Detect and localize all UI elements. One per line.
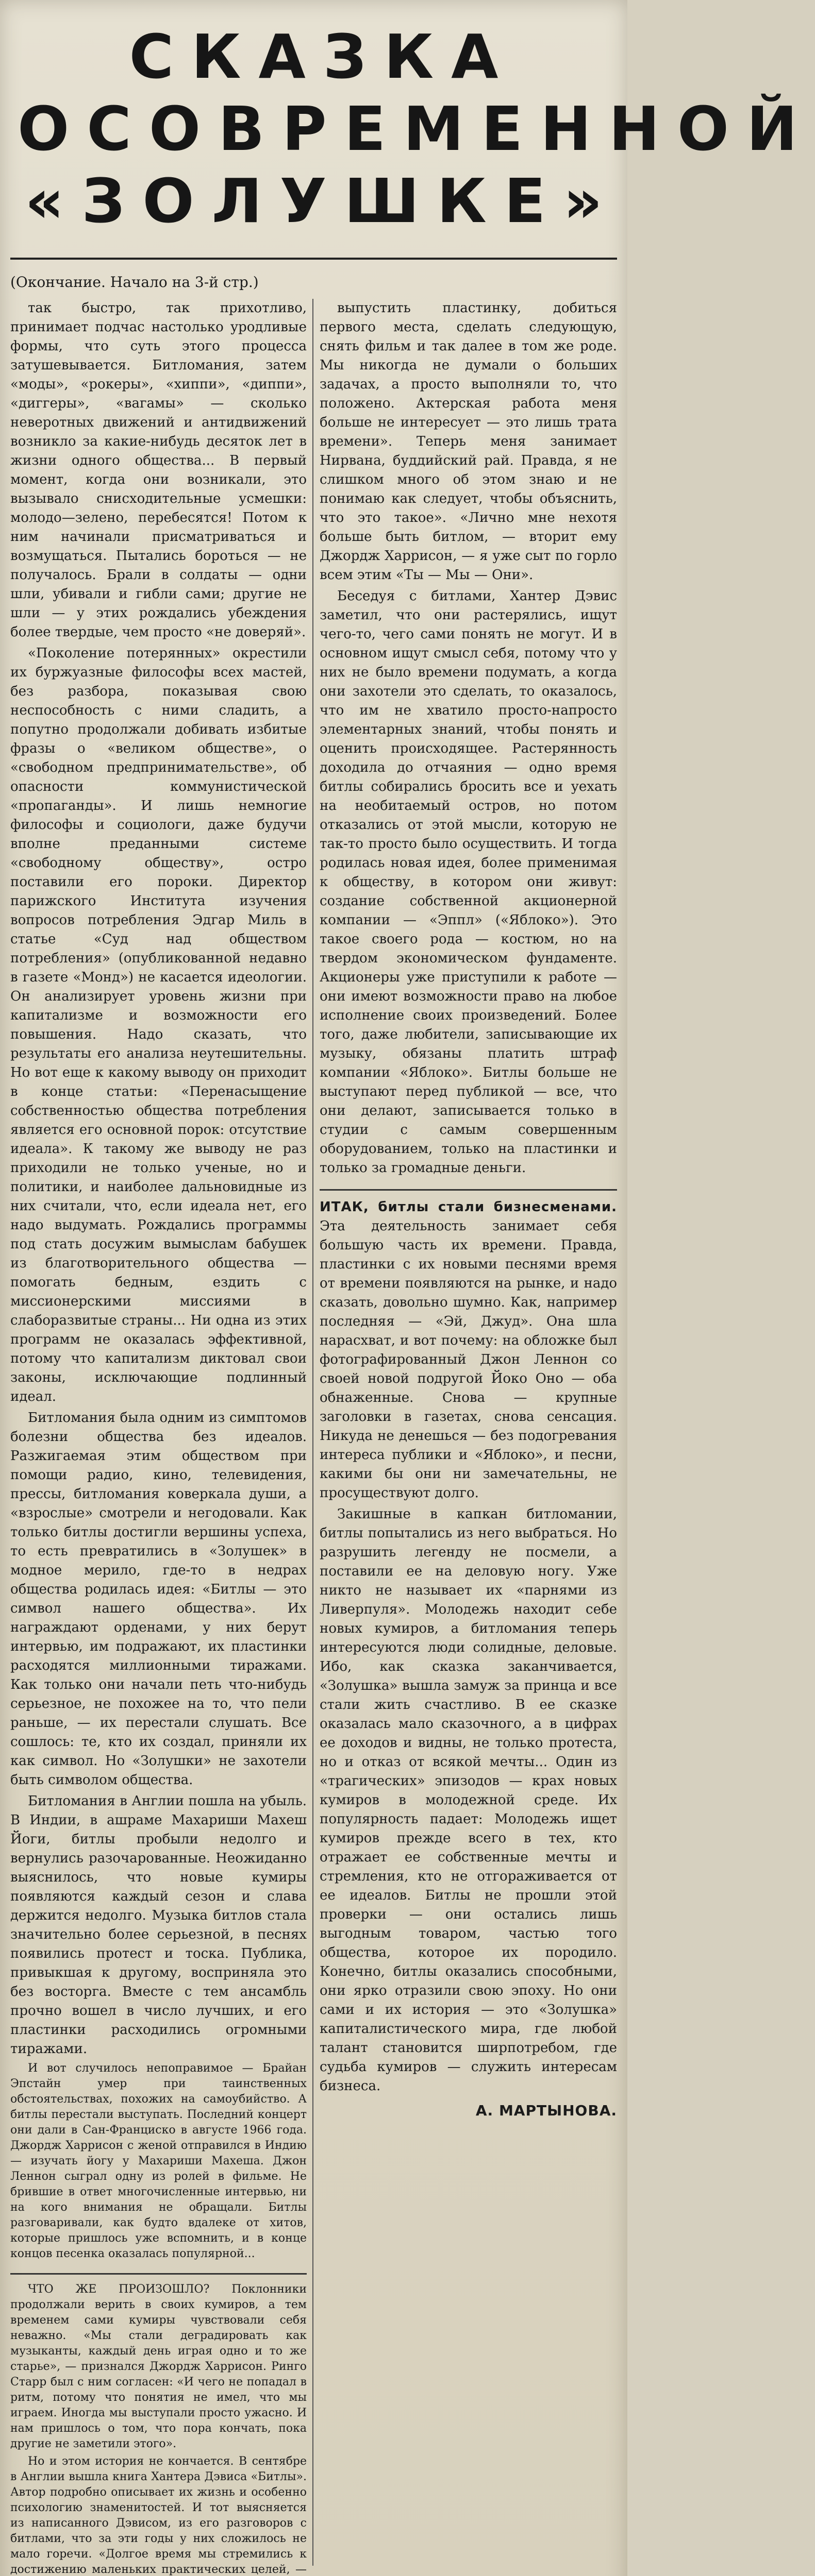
left-column	[10, 299, 307, 2576]
right-section-lead	[320, 1198, 617, 1503]
right-section-lead-text: Эта деятельность занимает себя большую часть их времени. Правда, пластинки с их новыми песнями время от времени появляются на рынке, и надо сказать, довольно шумно. Как, например последняя — «Эй, Джуд». Она шла нарасхват, и вот почему: на обложке был фотографированный Джон Леннон со своей новой подругой Йоко Оно — оба обнаженные. Снова — крупные заголовки в газетах, снова сенсация. Никуда не денешься — без подогревания интереса публики и «Яблоко», и песни, какими бы они ни замечательны, не просуществуют долго.	[320, 1218, 617, 1501]
left-section-story-continues: Но и этом история не кончается. В сентябре в Англии вышла книга Хантера Дэвиса «Битлы». Автор подробно описывает их жизнь и особенно психологию знаменитостей. И тот выясняется из написанного Дэвисом, из его разговоров с битлами, что за эти годы у них сложилось не мало горечи. «Долгое время мы стремились к достижению маленьких практических целей, —	[10, 2455, 307, 2576]
section-rule	[10, 2273, 307, 2275]
left-paragraph-3: Битломания была одним из симптомов болезни общества без идеалов. Разжигаемая этим обществом при помощи радио, кино, телевидения, прессы, битломания коверкала души, а «взрослые» смотрели и негодовали. Как только битлы достигли вершины успеха, то есть превратились в «Золушек» в модное мерило, где-то в недрах общества родилась идея: «Битлы — это символ нашего общества». Их награждают орденами, у них берут интервью, им подражают, их пластинки расходятся миллионными тиражами. Как только они начали петь что-нибудь серьезное, не похожее на то, что пели раньше, — их перестали слушать. Все сошлось: те, кто их создал, приняли их как символ. Но «Золушки» не захотели быть символом общества.	[10, 1410, 307, 1788]
left-paragraph-4: Битломания в Англии пошла на убыль. В Индии, в ашраме Махариши Махеш Йоги, битлы пробыли недолго и вернулись разочарованные. Неожиданно выяснилось, что новые кумиры появляются каждый сезон и слава держится недолго. Музыка битлов стала значительно более серьезной, в песнях появились протест и тоска. Публика, привыкшая к другому, восприняла это без восторга. Вместе с тем ансамбль прочно вошел в число лучших, и его пластинки расходились огромными тиражами.	[10, 1793, 307, 2057]
headline-line-3: «ЗОЛУШКЕ»	[25, 165, 620, 236]
left-paragraph-1: так быстро, так прихотливо, принимает подчас настолько уродливые формы, что суть этого процесса затушевывается. Битломания, затем «моды», «рокеры», «хиппи», «диппи», «диггеры», «вагамы» — сколько неверотных движений и антидвижений возникло за какие-нибудь десяток лет в жизни одного общества... В первый момент, когда они возникали, это вызывало снисходительные усмешки: молодо—зелено, перебесятся! Потом к ним начинали присматриваться и возмущаться. Пытались бороться — не получалось. Брали в солдаты — одни шли, убивали и гибли сами; другие не шли — у этих рождались убеждения более твердые, чем просто «не доверяй».	[10, 300, 307, 640]
article-author: А. МАРТЫНОВА.	[475, 2102, 617, 2119]
right-paragraph-2: Беседуя с битлами, Хантер Дэвис заметил, что они растерялись, ищут чего-то, чего сами понять не могут. И в основном ищут смысл себя, потому что у них не было времени подумать, а когда они захотели это сделать, то оказалось, что им не хватило просто-напросто элементарных знаний, чтобы понять и оценить происходящее. Растерянность доходила до отчаяния — одно время битлы собирались бросить все и уехать на необитаемый остров, но потом отказались от этой мысли, которую не так-то просто было осуществить. И тогда родилась новая идея, более применимая к обществу, в котором они живут: создание собственной акционерной компании — «Эппл» («Яблоко»). Это такое своего рода — костюм, но на твердом экономическом фундаменте. Акционеры уже приступили к работе — они имеют возможности право на любое исполнение своих произведений. Более того, даже любители, записывающие их музыку, обязаны платить штраф компании «Яблоко». Битлы больше не выступают перед публикой — все, что они делают, записывается только в студии с самым совершенным оборудованием, только на пластинки и только за громадные деньги.	[320, 588, 617, 1176]
headline-line-1: СКАЗКА	[129, 21, 516, 92]
column-divider	[312, 299, 313, 2566]
left-paragraph-2: «Поколение потерянных» окрестили их буржуазные философы всех мастей, без разбора, показывая свою неспособность с ними сладить, а попутно продолжали добивать избитые фразы о «великом обществе», о «свободном предпринимательстве», об опасности коммунистической «пропаганды». И лишь немногие философы и социологи, даже будучи вполне преданными системе «свободному обществу», остро поставили его пороки. Директор парижского Института изучения вопросов потребления Эдгар Миль в статье «Суд над обществом потребления» (опубликованной недавно в газете «Монд») не касается идеологии. Он анализирует уровень жизни при капитализме и возможности его повышения. Надо сказать, что результаты его анализа неутешительны. Но вот еще к какому выводу он приходит в конце статьи: «Перенасыщение собственностью общества потребления является его основной порок: отсутствие идеала». К такому же выводу не раз приходили не только ученые, но и политики, и наиболее дальновидные из них считали, что, если идеала нет, его надо выдумать. Рождались программы под стать досужим вымыслам бабушек из благотворительного общества — помогать бедным, ездить с миссионерскими миссиями в слаборазвитые страны... Ни одна из этих программ не оказалась эффективной, потому что капитализм диктовал свои законы, исключающие подлинный идеал.	[10, 646, 307, 1404]
right-paragraph-closing: Закишные в капкан битломании, битлы попытались из него выбраться. Но разрушить легенду не посмели, а поставили ее на деловую ногу. Уже никто не называет их «парнями из Ливерпуля». Молодежь находит себе новых кумиров, а битломания теперь интересуются люди солидные, деловые. Ибо, как сказка заканчивается, «Золушка» вышла замуж за принца и все стали жить счастливо. В ее сказке оказалась мало сказочного, а в цифрах ее доходов и видны, не только протеста, но и отказ от всякой мечты... Один из «трагических» эпизодов — крах новых кумиров в молодежной среде. Их популярность падает: Молодежь ищет кумиров прежде всего в тех, кто отражает ее собственные мечты и стремления, кто не отгораживается от ее идеалов. Битлы не прошли этой проверки — они остались лишь выгодным товаром, частью того общества, которое их породило. Конечно, битлы оказались способными, они ярко отразили свою эпоху. Но они сами и их история — это «Золушка» капиталистического мира, где любой талант становится ширпотребом, где судьба кумиров — служить интересам бизнеса.	[320, 1506, 617, 2094]
right-column	[320, 299, 617, 2576]
headline-divider	[10, 258, 617, 260]
section-rule	[320, 1189, 617, 1191]
article-headline	[0, 21, 815, 237]
right-paragraph-1: выпустить пластинку, добиться первого места, сделать следующую, снять фильм и так далее в том же роде. Мы никогда не думали о больших задачах, а просто выполняли то, что положено. Актерская работа меня больше не интересует — это лишь трата времени». Теперь меня занимает Нирвана, буддийский рай. Правда, я не слишком много об этом знаю и не понимаю как следует, чтобы объяснить, что это такое». «Лично мне нехотя больше быть битлом, — вторит ему Джордж Харрисон, — я уже сыт по горло всем этим «Ты — Мы — Они».	[320, 300, 617, 583]
left-paragraph-5: И вот случилось непоправимое — Брайан Эпстайн умер при таинственных обстоятельствах, похожих на самоубийство. А битлы перестали выступать. Последний концерт они дали в Сан-Франциско в августе 1966 года. Джордж Харрисон с женой отправился в Индию — изучать йогу у Махариши Махеша. Джон Леннон сыграл одну из ролей в фильме. Не брившие в ответ многочисленные интервью, ни на кого внимания не обращали. Битлы разговаривали, как будто вдалеке от хитов, которые пришлось уже вспомнить, и в конце концов песенка оказалась популярной...	[10, 2062, 307, 2260]
headline-line-2: ОСОВРЕМЕННОЙ	[18, 93, 815, 164]
continued-note: (Окончание. Начало на 3-й стр.)	[10, 274, 259, 291]
left-section-what-happened: ЧТО ЖЕ ПРОИЗОШЛО? Поклонники продолжали верить в своих кумиров, а тем временем сами кумиры чувствовали себя неважно. «Мы стали деградировать как музыканты, каждый день играя одно и то же старье», — признался Джордж Харрисон. Ринго Старр был с ним согласен: «И чего не попадал в ритм, потому что понятия не имел, что мы играем. Иногда мы выступали просто ужасно. И нам пришлось о том, что пора кончать, пока другие не заметили этого».	[10, 2283, 307, 2450]
right-section-lead-caps: ИТАК, битлы стали бизнесменами.	[320, 1199, 617, 1215]
